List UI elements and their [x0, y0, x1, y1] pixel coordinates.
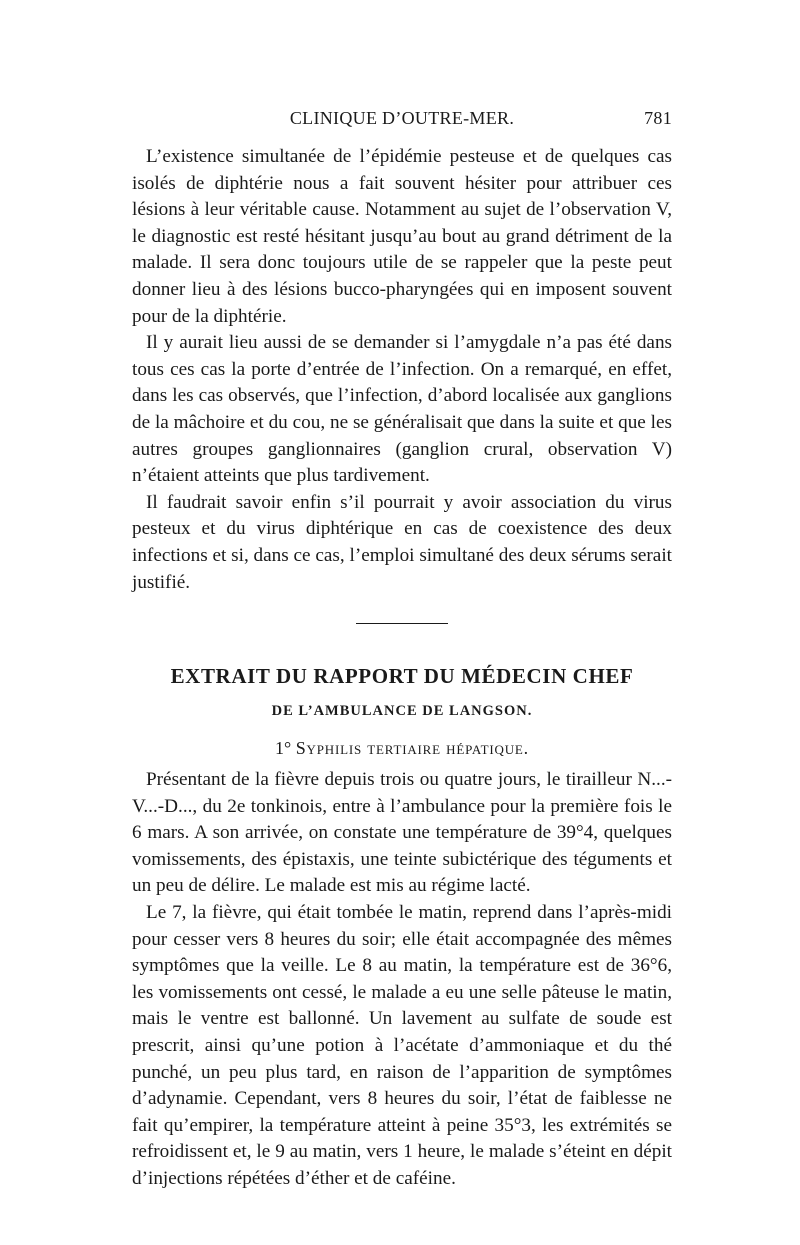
paragraph-tonsil-entry: Il y aurait lieu aussi de se demander si l’amygdale n’a pas été dans tous ces cas la porte d’entrée de l’infection. On a remarqué, en effet, dans les cas observés, que l’infection, d’abord localisée aux ganglions de la mâchoire et du cou, ne se généralisait que dans la suite et que les autres groupes ganglionnaires (ganglion crural, observation V) n’étaient atteints que plus tardivement. [132, 332, 672, 487]
case-number: 1° [275, 738, 292, 759]
case-heading [132, 738, 672, 759]
running-head [132, 108, 672, 136]
page-number: 781 [644, 108, 672, 128]
paragraph-case-evolution: Le 7, la fièvre, qui était tombée le matin, reprend dans l’après-midi pour cesser vers 8 heures du soir; elle était accompagnée des mêmes symptômes que la veille. Le 8 au matin, la température est de 36°6, les vomissements ont cessé, le malade a eu une selle pâteuse le matin, mais le ventre est ballonné. Un lavement au sulfate de soude est prescrit, ainsi qu’une potion à l’acétate d’ammoniaque et du thé punché, un peu plus tard, en raison de l’apparition de symptômes d’adynamie. Cependant, vers 8 heures du soir, l’état de faiblesse ne fait qu’empirer, la température atteint à peine 35°3, les extrémités se refroidissent et, le 9 au matin, vers 1 heure, le malade s’éteint en dépit d’injections répétées d’éther et de caféine. [132, 902, 672, 1189]
section-title: EXTRAIT DU RAPPORT DU MÉDECIN CHEF [170, 664, 634, 689]
section-subtitle: DE L’AMBULANCE DE LANGSON. [271, 703, 533, 720]
case-title: Syphilis tertiaire hépatique. [295, 738, 529, 759]
paragraph-diphtheria-diagnosis: L’existence simultanée de l’épidémie pesteuse et de quelques cas isolés de diphtérie nous a fait souvent hésiter pour attribuer ces lésions à leur véritable cause. Notamment au sujet de l’observation V, le diagnostic est resté hésitant jusqu’au bout au grand détriment de la malade. Il sera donc toujours utile de se rappeler que la peste peut donner lieu à des lésions bucco-pharyngées qui en imposent souvent pour de la diphtérie. [132, 146, 672, 327]
paragraph-case-admission: Présentant de la fièvre depuis trois ou quatre jours, le tirailleur N...-V...-D..., du 2e tonkinois, entre à l’ambulance pour la première fois le 6 mars. A son arrivée, on constate une température de 39°4, quelques vomissements, des épistaxis, une teinte subictérique des téguments et un peu de délire. Le malade est mis au régime lacté. [132, 769, 672, 897]
section-divider [356, 623, 448, 624]
running-title: CLINIQUE D’OUTRE-MER. [289, 108, 515, 128]
paragraph-serum-association: Il faudrait savoir enfin s’il pourrait y avoir association du virus pesteux et du virus diphtérique en cas de coexistence des deux infections et si, dans ce cas, l’emploi simultané des deux sérums serait justifié. [132, 491, 672, 593]
book-page [132, 108, 672, 1193]
